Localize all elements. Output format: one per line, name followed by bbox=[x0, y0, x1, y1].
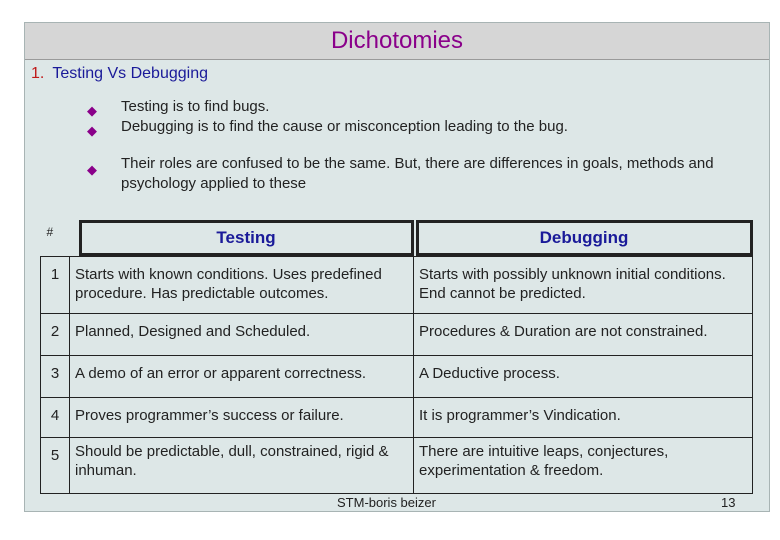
header-testing-cell bbox=[70, 220, 414, 257]
diamond-bullet-icon: ◆ bbox=[87, 123, 97, 138]
bullet-text: Debugging is to find the cause or misconception leading to the bug. bbox=[121, 118, 568, 135]
table-row bbox=[41, 257, 753, 314]
bullet-text: Testing is to find bugs. bbox=[121, 98, 270, 115]
row-number: 5 bbox=[41, 438, 70, 494]
row-number: 3 bbox=[41, 356, 70, 398]
debugging-cell: It is programmer’s Vindication. bbox=[414, 398, 753, 438]
row-number: 1 bbox=[41, 257, 70, 314]
slide bbox=[24, 22, 770, 512]
slide-title: Dichotomies bbox=[330, 27, 464, 54]
table-row bbox=[41, 438, 753, 494]
testing-cell: Proves programmer’s success or failure. bbox=[70, 398, 414, 438]
table-row bbox=[41, 314, 753, 356]
page-number: 13 bbox=[721, 495, 736, 510]
footer-credit: STM-boris beizer bbox=[337, 495, 436, 510]
header-debugging-cell bbox=[414, 220, 753, 257]
debugging-cell: There are intuitive leaps, conjectures, experimentation & freedom. bbox=[414, 438, 753, 494]
debugging-cell: A Deductive process. bbox=[414, 356, 753, 398]
row-number: 4 bbox=[41, 398, 70, 438]
comparison-table bbox=[40, 220, 753, 494]
header-debugging: Debugging bbox=[416, 220, 753, 256]
table-row bbox=[41, 356, 753, 398]
section-heading bbox=[31, 65, 208, 83]
title-bar bbox=[25, 23, 769, 60]
heading-number: 1. bbox=[31, 65, 45, 82]
table-row bbox=[41, 398, 753, 438]
row-number: 2 bbox=[41, 314, 70, 356]
header-testing: Testing bbox=[79, 220, 414, 256]
testing-cell: Should be predictable, dull, constrained, rigid & inhuman. bbox=[70, 438, 414, 494]
diamond-bullet-icon: ◆ bbox=[87, 103, 97, 118]
testing-cell: Starts with known conditions. Uses predefined procedure. Has predictable outcomes. bbox=[70, 257, 414, 314]
header-hash: # bbox=[46, 225, 54, 239]
heading-text: Testing Vs Debugging bbox=[52, 65, 208, 82]
diamond-bullet-icon: ◆ bbox=[87, 162, 97, 177]
testing-cell: Planned, Designed and Scheduled. bbox=[70, 314, 414, 356]
debugging-cell: Starts with possibly unknown initial conditions. End cannot be predicted. bbox=[414, 257, 753, 314]
table-header-row bbox=[41, 220, 753, 257]
testing-cell: A demo of an error or apparent correctness. bbox=[70, 356, 414, 398]
debugging-cell: Procedures & Duration are not constrained. bbox=[414, 314, 753, 356]
bullet-text: Their roles are confused to be the same. But, there are differences in goals, methods and psychology applied to these bbox=[121, 155, 714, 192]
